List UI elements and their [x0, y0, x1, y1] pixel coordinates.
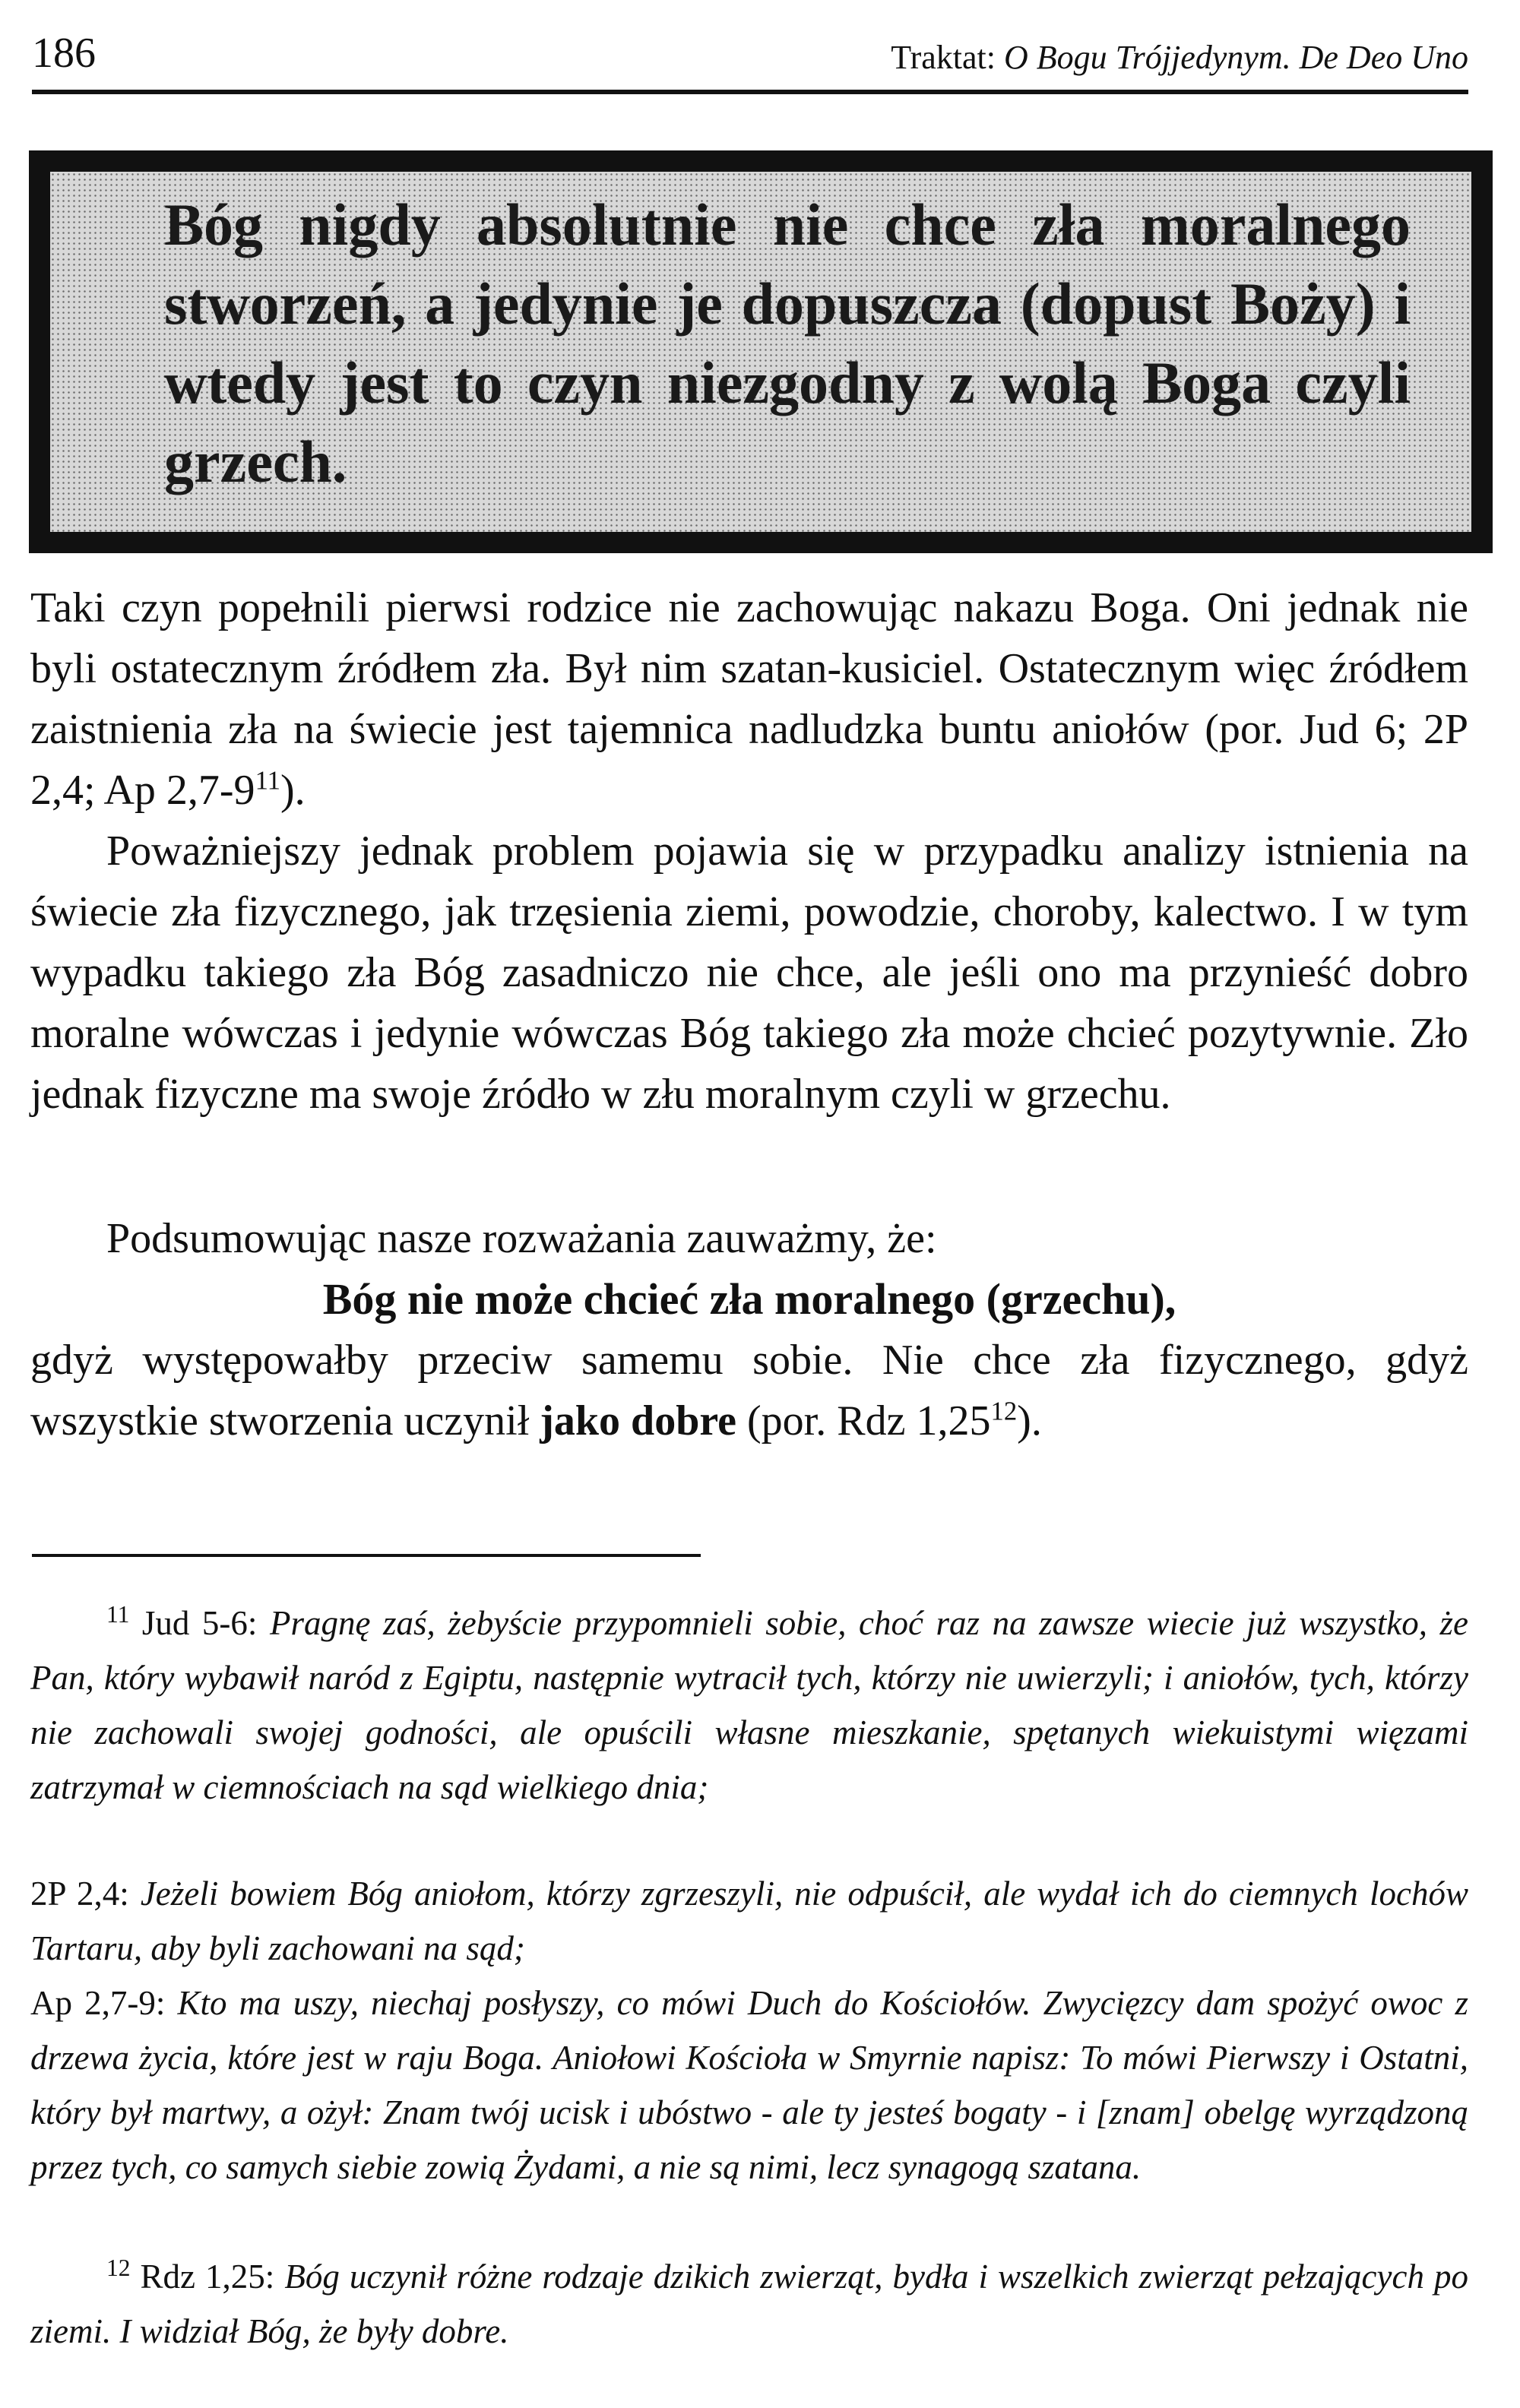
footnote-11-ap — [30, 1976, 1468, 2194]
paragraph-1-text: Taki czyn popełnili pierwsi rodzice nie zachowując nakazu Boga. Oni jednak nie byli ostatecznym źródłem zła. Był nim szatan-kusiciel. Ostatecznym więc źródłem zaistnienia zła na świecie jest tajemnica nadludzka buntu aniołów (por. Jud 6; 2P 2,4; Ap 2,7-9 — [30, 584, 1468, 814]
footnote-11-quote: Pragnę zaś, żebyście przypomnieli sobie, choć raz na zawsze wiecie już wszystko, że Pan, który wybawił naród z Egiptu, następnie wytracił tych, którzy nie uwierzyli; i aniołów, tych, którzy nie zachowali swojej godności, ale opuścili własne mieszkanie, spętanych wiekuistymi więzami zatrzymał w ciemnościach na sąd wielkiego dnia; — [30, 1604, 1468, 1806]
running-title — [891, 36, 1468, 79]
footnote-12 — [30, 2249, 1468, 2359]
paragraph-1-end: ). — [280, 767, 306, 814]
paragraph-4 — [30, 1330, 1468, 1451]
footnote-11-ap-ref: Ap 2,7-9: — [30, 1984, 178, 2022]
paragraph-4-text-a: gdyż występowałby przeciw samemu sobie. Nie chce zła fizycznego, gdyż wszystkie stworzenia uczynił — [30, 1337, 1468, 1444]
running-title-italic: O Bogu Trójjedynym. De Deo Uno — [1003, 39, 1468, 76]
header-rule — [32, 90, 1468, 94]
footnote-ref-11: 11 — [255, 765, 280, 796]
thesis-statement: Bóg nie może chcieć zła moralnego (grzechu), — [322, 1274, 1176, 1324]
footnote-11 — [30, 1596, 1468, 1815]
footnote-11-ref: Jud 5-6: — [129, 1604, 270, 1642]
footnote-rule — [32, 1554, 701, 1557]
running-title-prefix: Traktat: — [891, 39, 1004, 76]
footnote-11-mark: 11 — [106, 1601, 130, 1628]
page-header — [32, 29, 1468, 87]
paragraph-2: Poważniejszy jednak problem pojawia się w przypadku analizy istnienia na świecie zła fizycznego, jak trzęsienia ziemi, powodzie, choroby, kalectwo. I w tym wypadku takiego zła Bóg zasadniczo nie chce, ale jeśli ono ma przynieść dobro moralne wówczas i jedynie wówczas Bóg takiego zła może chcieć pozytywnie. Zło jednak fizyczne ma swoje źródło w złu moralnym czyli w grzechu. — [30, 827, 1468, 1118]
highlight-box — [29, 150, 1493, 553]
highlight-text: Bóg nigdy absolutnie nie chce zła moralnego stworzeń, a jedynie je dopuszcza (dopust Boży) i wtedy jest to czyn niezgodny z wolą Boga czyli grzech. — [164, 191, 1411, 495]
paragraph-4-text-b: (por. Rdz 1,25 — [736, 1397, 991, 1444]
paragraph-4-end: ). — [1017, 1397, 1042, 1444]
footnote-12-ref: Rdz 1,25: — [130, 2258, 285, 2296]
footnote-11-2p-quote: Jeżeli bowiem Bóg aniołom, którzy zgrzeszyli, nie odpuścił, ale wydał ich do ciemnych lochów Tartaru, aby byli zachowani na sąd; — [30, 1875, 1468, 1967]
footnote-12-mark: 12 — [106, 2255, 131, 2281]
footnote-11-2p-ref: 2P 2,4: — [30, 1875, 141, 1913]
footnote-ref-12: 12 — [990, 1396, 1018, 1426]
paragraph-4-strong: jako dobre — [540, 1397, 737, 1444]
footnote-12-quote: Bóg uczynił różne rodzaje dzikich zwierząt, bydła i wszelkich zwierząt pełzających po ziemi. I widział Bóg, że były dobre. — [30, 2258, 1469, 2350]
footnote-11-ap-quote: Kto ma uszy, niechaj posłyszy, co mówi Duch do Kościołów. Zwycięzcy dam spożyć owoc z drzewa życia, które jest w raju Boga. Aniołowi Kościoła w Smyrnie napisz: To mówi Pierwszy i Ostatni, który był martwy, a ożył: Znam twój ucisk i ubóstwo - ale ty jesteś bogaty - i [znam] obelgę wyrządzoną przez tych, co samych siebie zowią Żydami, a nie są nimi, lecz synagogą szatana. — [30, 1984, 1468, 2186]
page-number: 186 — [32, 30, 96, 77]
paragraph-3: Podsumowując nasze rozważania zauważmy, że: — [106, 1215, 937, 1262]
footnote-11-2p — [30, 1866, 1468, 1976]
paragraph-1 — [30, 577, 1468, 821]
